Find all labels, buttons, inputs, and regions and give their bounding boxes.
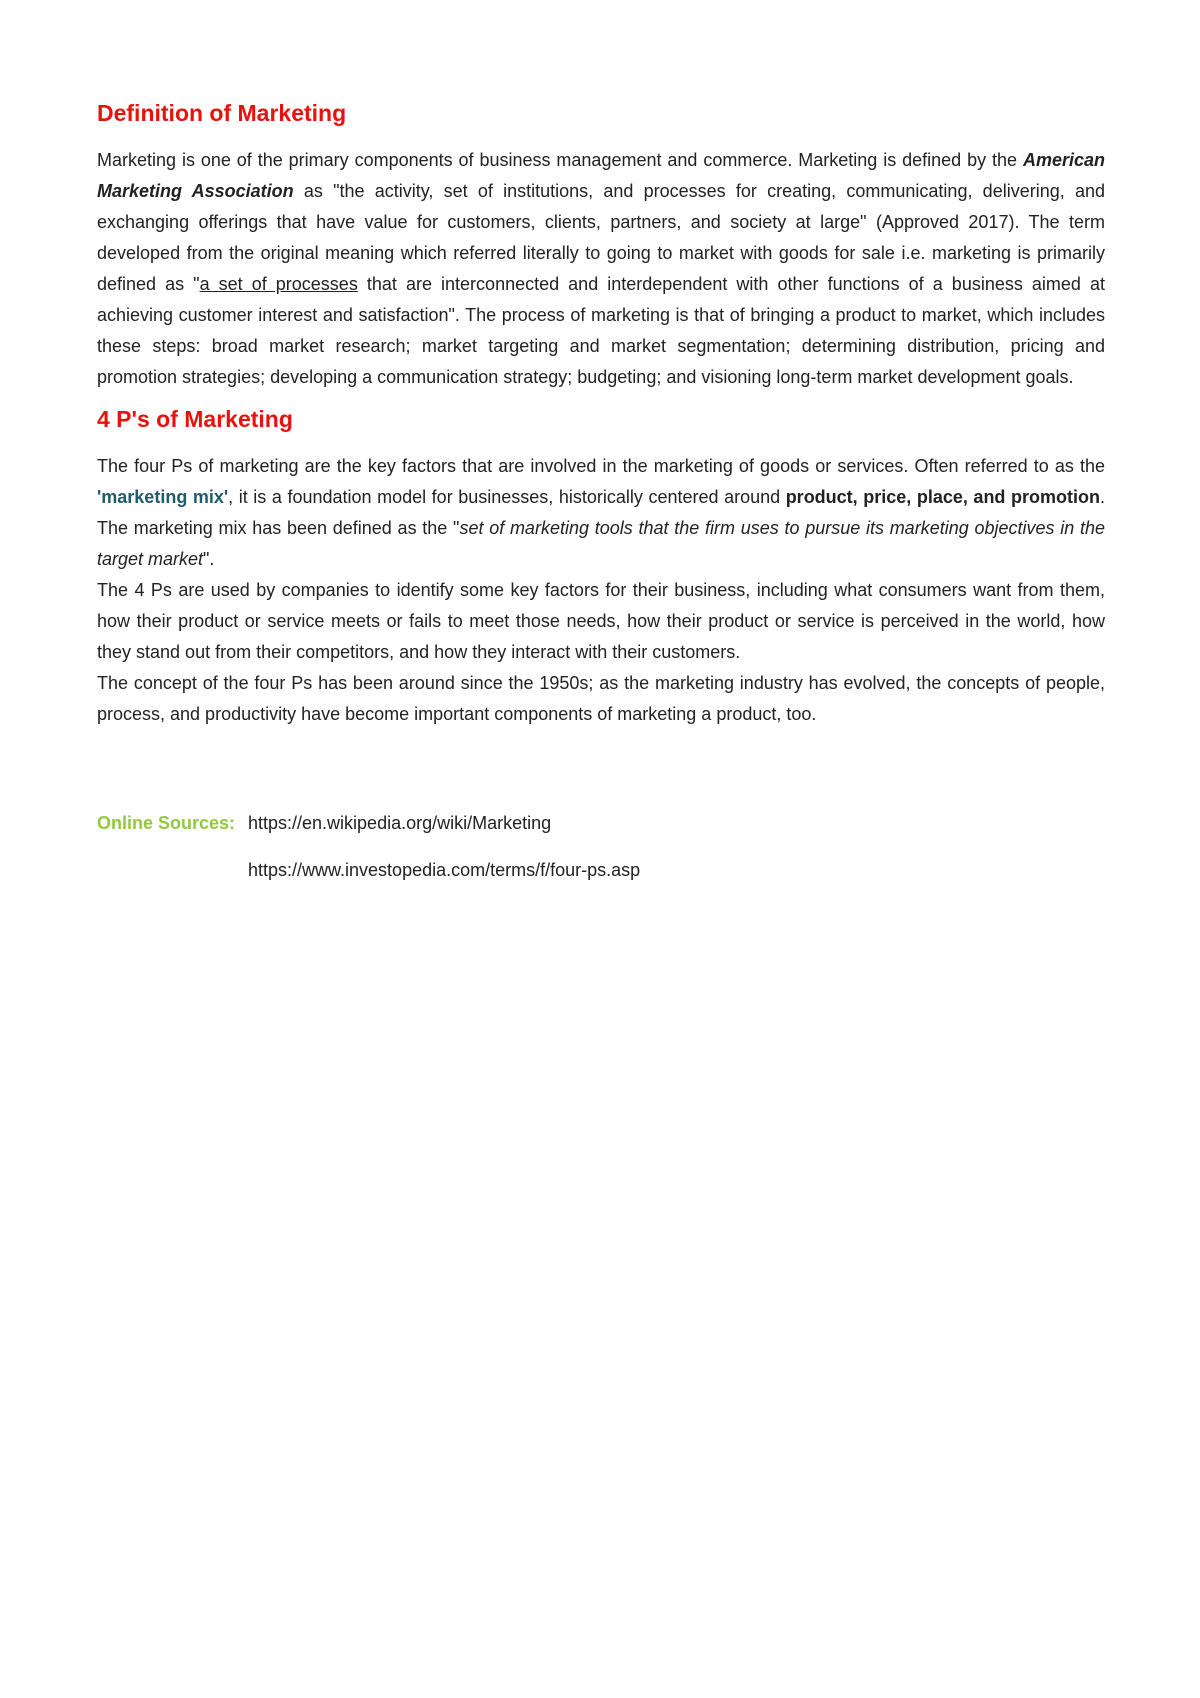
source-row-2 [97,855,1105,886]
source-row-1 [97,808,1105,839]
definition-text-2: as "the activity, set of institutions, and processes for creating, communicating, delivering, and exchanging offerings that have value for customers, clients, partners, and society at large" (Approved 2017). The term developed from the original meaning which referred literally to going to market with goods for sale i.e. marketing is primarily defined as " [97,181,1105,294]
set-of-processes-underlined: a set of processes [199,274,358,294]
online-sources [97,808,1105,886]
source-link-investopedia[interactable]: https://www.investopedia.com/terms/f/four-ps.asp [248,860,641,880]
four-ps-text-1: The four Ps of marketing are the key factors that are involved in the marketing of goods or services. Often referred to as the [97,456,1105,476]
four-ps-paragraph-2: The 4 Ps are used by companies to identify some key factors for their business, including what consumers want from them, how their product or service meets or fails to meet those needs, how their product or service is perceived in the world, how they stand out from their competitors, and how they interact with their customers. [97,580,1105,662]
four-ps-list: product, price, place, and promotion [785,487,1100,507]
four-ps-paragraph-3: The concept of the four Ps has been around since the 1950s; as the marketing industry has evolved, the concepts of people, process, and productivity have become important components of marketing a product, too. [97,673,1105,724]
american-marketing-association: American Marketing Association [97,150,1105,201]
heading-definition-of-marketing: Definition of Marketing [97,100,347,126]
definition-text-1: Marketing is one of the primary components of business management and commerce. Marketing is defined by the [97,150,1023,170]
marketing-mix-definition-quote: set of marketing tools that the firm uses to pursue its marketing objectives in the target market [97,518,1105,569]
definition-text-3: that are interconnected and interdependent with other functions of a business aimed at achieving customer interest and satisfaction". The process of marketing is that of bringing a product to market, which includes these steps: broad market research; market targeting and market segmentation; determining distribution, pricing and promotion strategies; developing a communication strategy; budgeting; and visioning long-term market development goals. [97,274,1106,387]
heading-4ps-of-marketing: 4 P's of Marketing [97,406,293,432]
four-ps-paragraph-1 [97,451,1105,575]
page-content [97,96,1105,886]
marketing-mix-term: 'marketing mix' [97,487,229,507]
online-sources-label: Online Sources: [97,813,236,833]
four-ps-text-2: , it is a foundation model for businesses, historically centered around [228,487,786,507]
four-ps-text-4: ". [203,549,215,569]
four-ps-text-3: . The marketing mix has been defined as the " [97,487,1105,538]
source-link-wikipedia[interactable]: https://en.wikipedia.org/wiki/Marketing [248,813,552,833]
definition-paragraph [97,145,1105,393]
